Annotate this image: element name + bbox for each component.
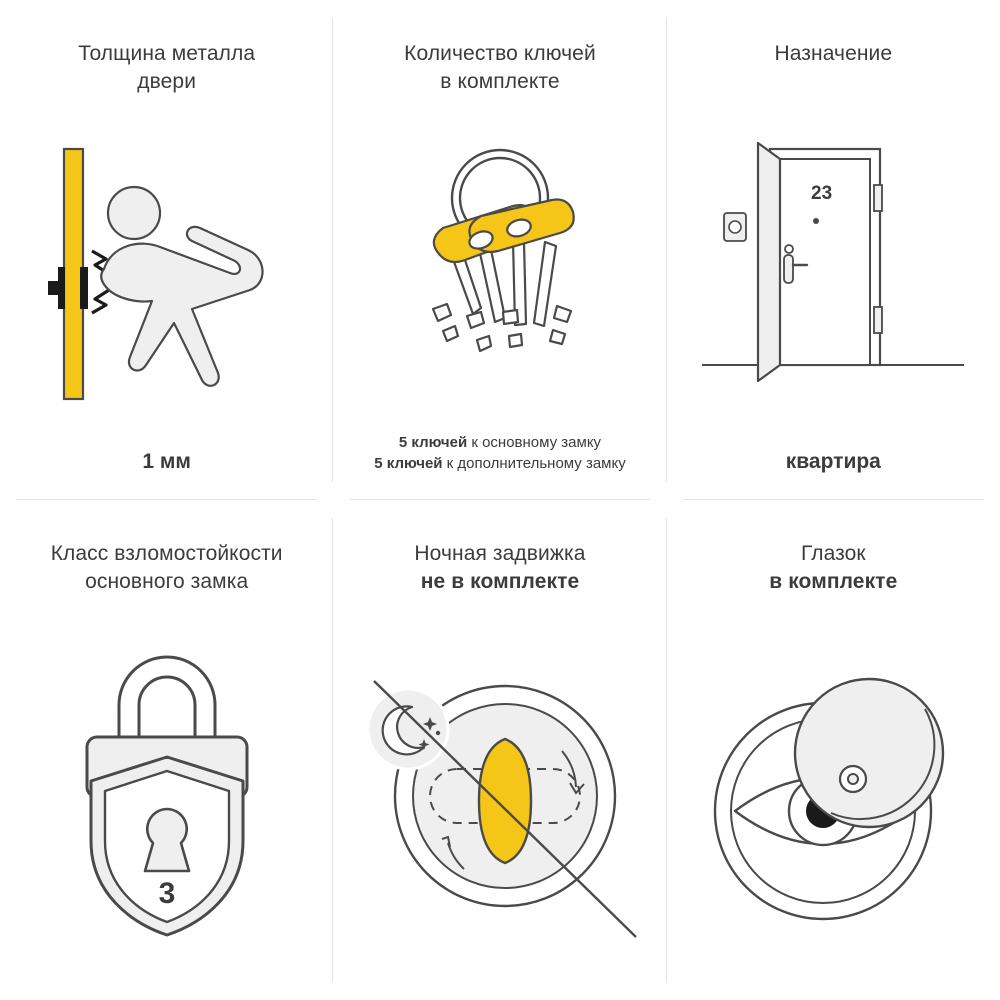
title-line-1: Класс взломостойкости — [50, 542, 283, 565]
spec-cell-burglary-class — [0, 500, 333, 1000]
open-door-icon — [698, 137, 968, 387]
caption-metal-thickness — [142, 451, 191, 474]
caption-purpose — [786, 451, 881, 474]
caption-keys-main-count: 5 ключей — [398, 434, 468, 451]
illustration-peephole — [681, 600, 986, 982]
cell-title-peephole — [769, 540, 897, 596]
spec-cell-purpose — [667, 0, 1000, 500]
illustration-night-latch — [347, 600, 652, 982]
spec-cell-metal-thickness — [0, 0, 333, 500]
peephole-eye-icon — [683, 641, 983, 941]
title-line-1: Количество ключей — [404, 42, 596, 65]
title-line-1: Ночная задвижка — [414, 542, 586, 565]
caption-value: 1 мм — [142, 450, 191, 473]
title-line-1: Назначение — [774, 42, 893, 65]
title-line-2: в комплекте — [769, 570, 898, 593]
title-line-2: в комплекте — [440, 70, 560, 93]
title-line-2: двери — [137, 70, 197, 93]
key-ring-icon — [385, 136, 615, 396]
class-badge-value: 3 — [158, 877, 175, 910]
padlock-shield-icon — [47, 641, 287, 941]
illustration-metal-thickness — [14, 100, 319, 451]
night-latch-icon — [350, 641, 650, 941]
caption-keys-extra-count: 5 ключей — [374, 455, 443, 472]
cell-title-keys-count — [404, 40, 596, 96]
caption-keys-count — [374, 432, 625, 474]
title-line-2: основного замка — [85, 570, 249, 593]
cell-title-burglary-class — [51, 540, 283, 596]
caption-line-2 — [374, 453, 625, 474]
illustration-keys — [347, 100, 652, 432]
cell-title-metal-thickness — [78, 40, 255, 96]
spec-cell-night-latch — [333, 500, 666, 1000]
caption-value: квартира — [785, 450, 881, 473]
caption-line-1 — [374, 432, 625, 453]
title-line-1: Толщина металла — [78, 42, 256, 65]
door-metal-thickness-icon — [42, 141, 292, 411]
cell-title-night-latch — [414, 540, 585, 596]
door-number-label: 23 — [811, 182, 833, 204]
title-line-2: не в комплекте — [420, 570, 580, 593]
caption-keys-extra-text: к дополнительному замку — [442, 455, 626, 472]
caption-keys-main-text: к основному замку — [467, 434, 602, 451]
cell-title-purpose — [774, 40, 892, 68]
illustration-purpose — [681, 72, 986, 451]
illustration-padlock — [14, 600, 319, 982]
title-line-1: Глазок — [800, 542, 866, 565]
spec-cell-keys-count — [333, 0, 666, 500]
spec-cell-peephole — [667, 500, 1000, 1000]
